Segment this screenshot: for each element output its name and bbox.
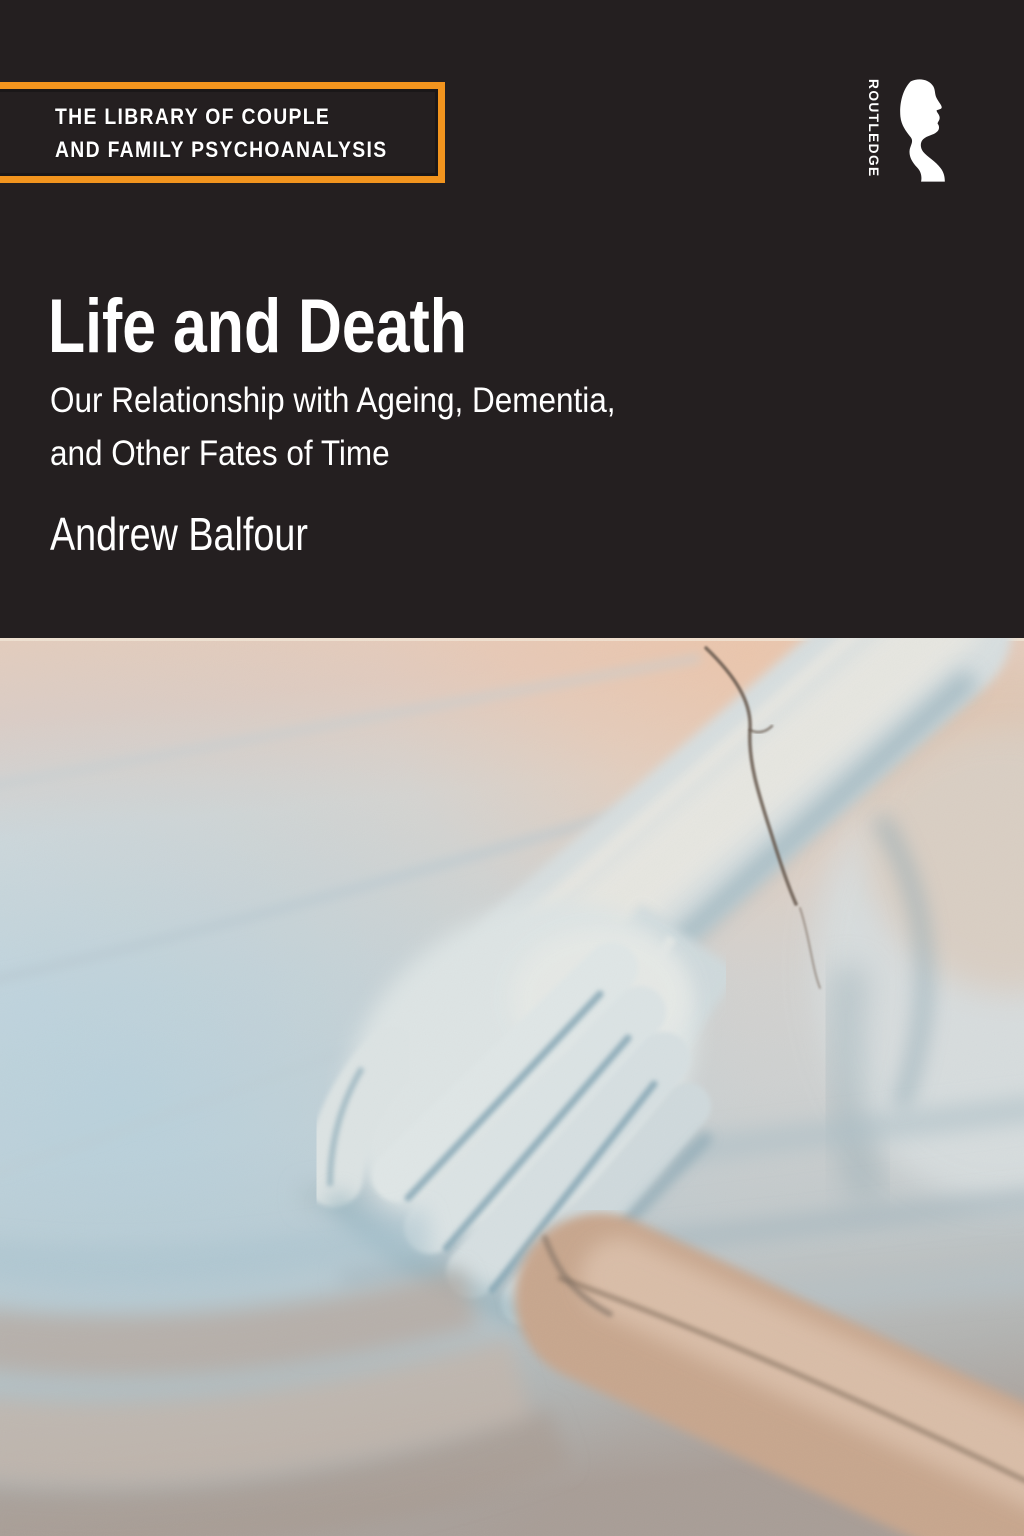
series-title-line-2: AND FAMILY PSYCHOANALYSIS <box>55 136 388 162</box>
publisher-logo <box>862 78 950 182</box>
publisher-wordmark: ROUTLEDGE <box>866 79 882 178</box>
book-title: Life and Death <box>48 284 467 369</box>
routledge-head-r-icon <box>888 78 950 182</box>
book-subtitle-line-2: and Other Fates of Time <box>50 434 390 473</box>
cover-header-panel <box>0 0 1024 638</box>
book-subtitle <box>50 374 616 480</box>
series-title-line-1: THE LIBRARY OF COUPLE <box>55 103 331 129</box>
book-subtitle-line-1: Our Relationship with Ageing, Dementia, <box>50 381 616 420</box>
cover-photo <box>0 638 1024 1536</box>
series-box <box>0 82 445 183</box>
book-author: Andrew Balfour <box>50 508 308 560</box>
